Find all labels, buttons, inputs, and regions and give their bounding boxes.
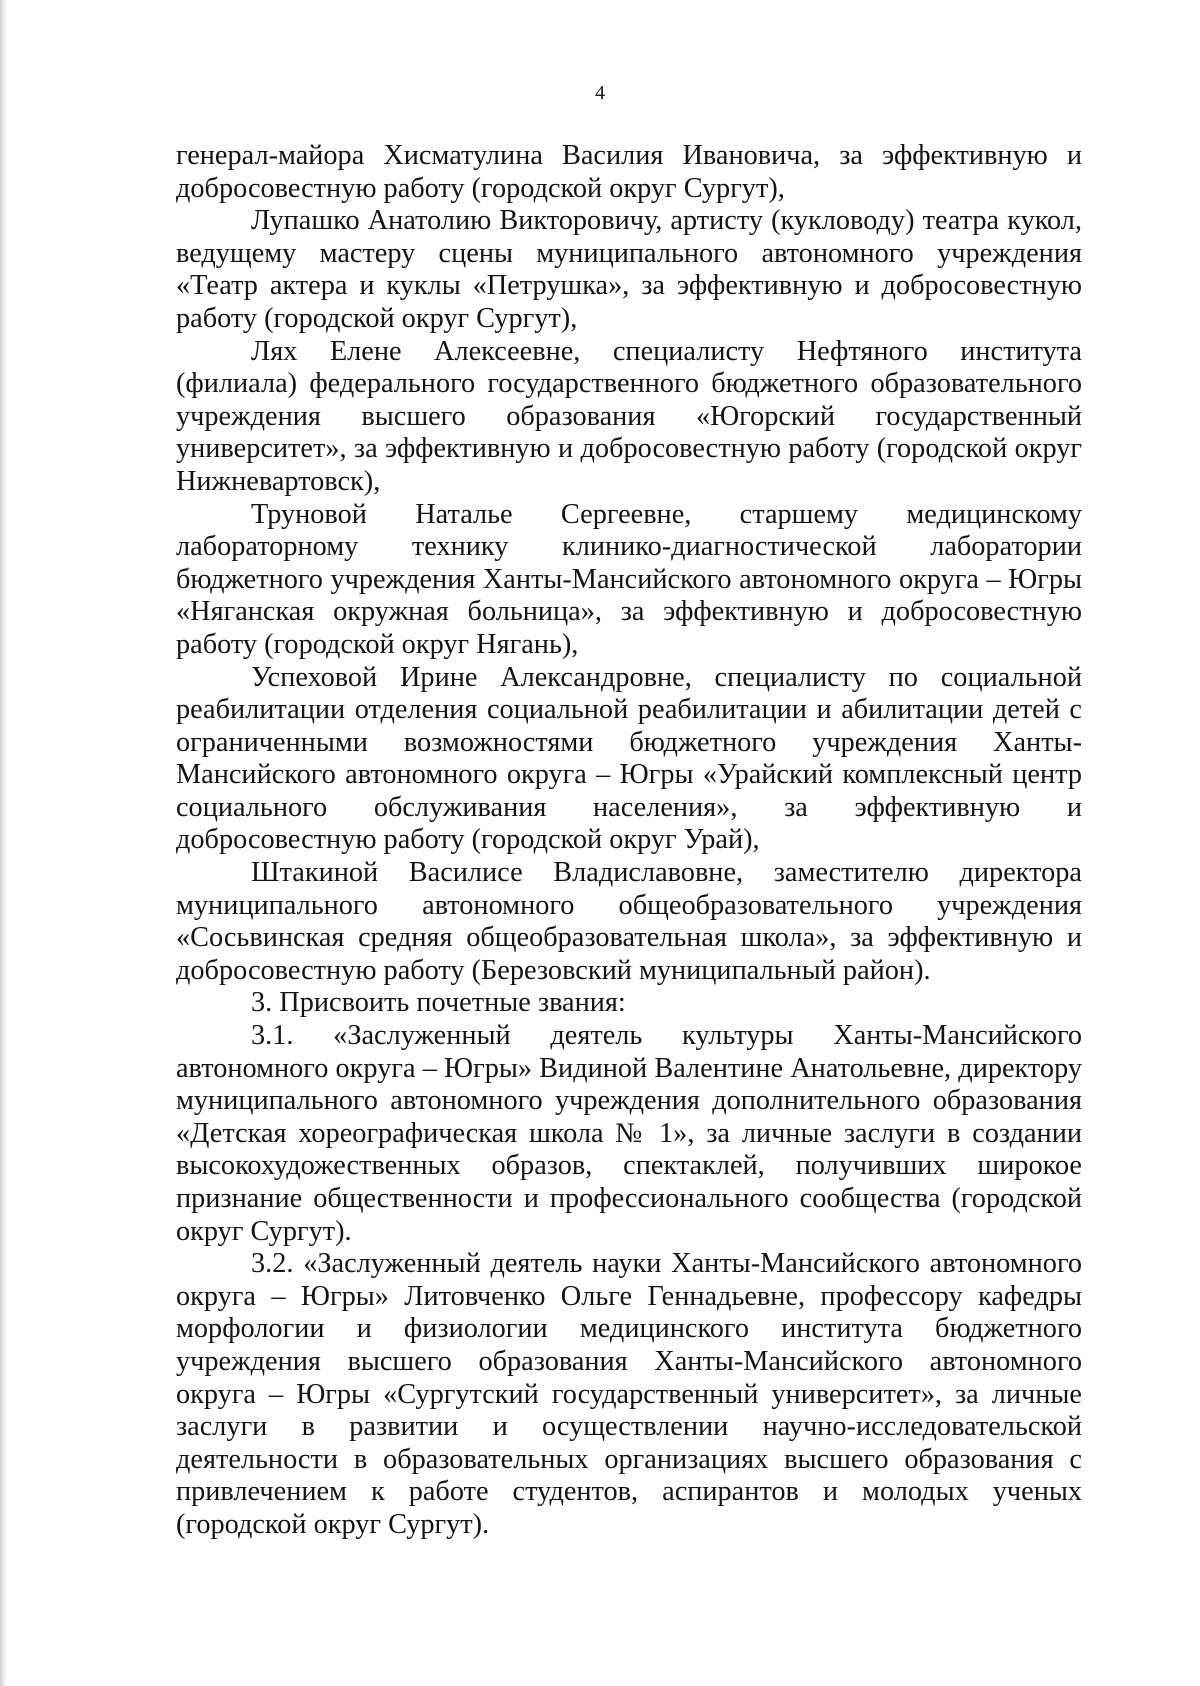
paragraph-lyakh: Лях Елене Алексеевне, специалисту Нефтяного института (филиала) федерального государственного бюджетного образовательного учреждения высшего образования «Югорский государственный университет», за эффективную и добросовестную работу (городской округ Нижневартовск),	[176, 335, 1082, 497]
paragraph-continuation-khismatulin: генерал-майора Хисматулина Василия Ивановича, за эффективную и добросовестную работу (городской округ Сургут),	[176, 140, 1082, 204]
paragraph-lupashko: Лупашко Анатолию Викторовичу, артисту (кукловоду) театра кукол, ведущему мастеру сцены муниципального автономного учреждения «Театр актера и куклы «Петрушка», за эффективную и добросовестную работу (городской округ Сургут),	[176, 205, 1082, 334]
paragraph-section-3-heading: 3. Присвоить почетные звания:	[251, 987, 626, 1019]
document-body	[176, 140, 1082, 1542]
paragraph-3-1-vidina: 3.1. «Заслуженный деятель культуры Ханты-Мансийского автономного округа – Югры» Видиной Валентине Анатольевне, директору муниципального автономного учреждения дополнительного образования «Детская хореографическая школа № 1», за личные заслуги в создании высокохудожественных образов, спектаклей, получивших широкое признание общественности и профессионального сообщества (городской округ Сургут).	[176, 1020, 1082, 1247]
paragraph-shtakina: Штакиной Василисе Владиславовне, заместителю директора муниципального автономного общеобразовательного учреждения «Сосьвинская средняя общеобразовательная школа», за эффективную и добросовестную работу (Березовский муниципальный район).	[176, 857, 1082, 986]
paragraph-trunova: Труновой Наталье Сергеевне, старшему медицинскому лабораторному технику клинико-диагностической лаборатории бюджетного учреждения Ханты-Мансийского автономного округа – Югры «Няганская окружная больница», за эффективную и добросовестную работу (городской округ Нягань),	[176, 498, 1082, 660]
scan-edge	[0, 0, 7, 1686]
page-number: 4	[595, 82, 605, 104]
paragraph-3-2-litovchenko: 3.2. «Заслуженный деятель науки Ханты-Мансийского автономного округа – Югры» Литовченко Ольге Геннадьевне, профессору кафедры морфологии и физиологии медицинского института бюджетного учреждения высшего образования Ханты-Мансийского автономного округа – Югры «Сургутский государственный университет», за личные заслуги в развитии и осуществлении научно-исследовательской деятельности в образовательных организациях высшего образования с привлечением к работе студентов, аспирантов и молодых ученых (городской округ Сургут).	[176, 1248, 1082, 1540]
paragraph-uspekhova: Успеховой Ирине Александровне, специалисту по социальной реабилитации отделения социальной реабилитации и абилитации детей с ограниченными возможностями бюджетного учреждения Ханты-Мансийского автономного округа – Югры «Урайский комплексный центр социального обслуживания населения», за эффективную и добросовестную работу (городской округ Урай),	[176, 661, 1082, 856]
